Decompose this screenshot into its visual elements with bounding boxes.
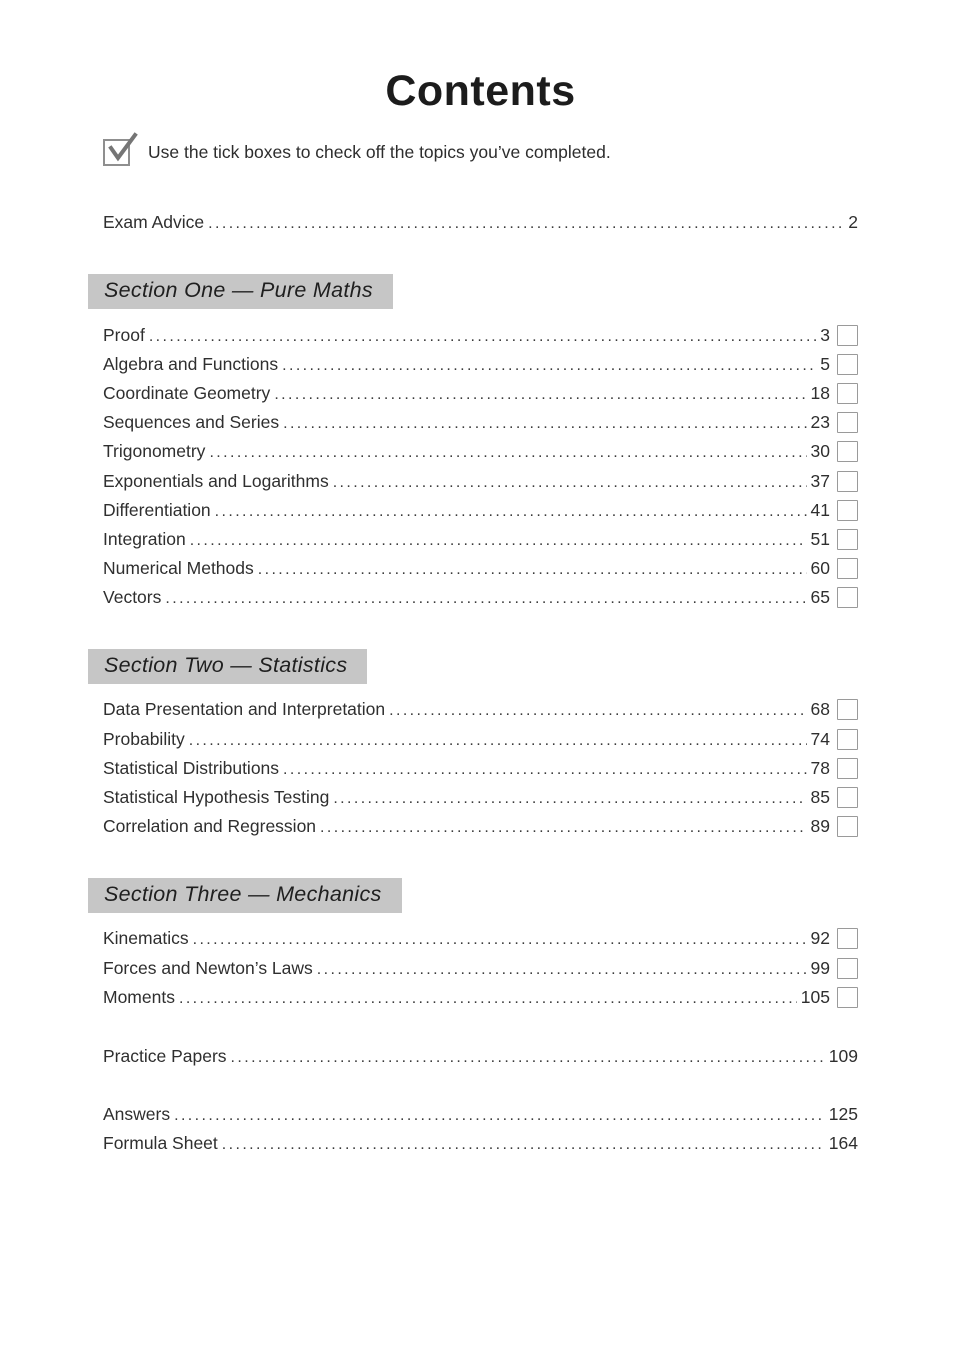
toc-page-number: 18: [810, 382, 830, 403]
toc-section: [103, 878, 858, 1012]
note-text: Use the tick boxes to check off the topics you’ve completed.: [148, 142, 611, 163]
toc-entry-label: Proof: [103, 324, 145, 345]
tick-box-note: [103, 139, 858, 166]
toc-page-number: 74: [810, 728, 830, 749]
dot-leader: [389, 699, 806, 720]
toc-row: [103, 953, 858, 982]
toc-section: [103, 649, 858, 841]
toc-row: [103, 924, 858, 953]
dot-leader: [317, 958, 807, 979]
toc-row: [103, 695, 858, 724]
toc-page-number: 65: [810, 587, 830, 608]
toc-page-number: 37: [810, 470, 830, 491]
toc-bottom-items: [103, 1042, 858, 1159]
dot-leader: [190, 529, 807, 550]
dot-leader: [208, 212, 844, 233]
toc-entry-label: Numerical Methods: [103, 558, 254, 579]
check-icon: [106, 132, 138, 164]
section-rows: [103, 320, 858, 612]
toc-row: [103, 783, 858, 812]
toc-page-number: 68: [810, 699, 830, 720]
dot-leader: [283, 758, 806, 779]
dot-leader: [193, 928, 807, 949]
toc-entry-label: Exam Advice: [103, 212, 205, 233]
toc-entry-label: Trigonometry: [103, 441, 206, 462]
dot-leader: [215, 500, 807, 521]
toc-row: [103, 754, 858, 783]
toc-row: [103, 208, 858, 237]
toc-row: [103, 725, 858, 754]
section-header: Section One — Pure Maths: [88, 274, 393, 309]
dot-leader: [189, 729, 807, 750]
toc-page-number: 109: [828, 1045, 858, 1066]
toc-page-number: 105: [800, 986, 830, 1007]
toc-page-number: 5: [820, 353, 830, 374]
toc-row: [103, 1100, 858, 1129]
dot-leader: [174, 1104, 825, 1125]
toc-section: [103, 274, 858, 612]
topic-checkbox[interactable]: [837, 383, 858, 404]
toc-page-number: 89: [810, 816, 830, 837]
section-header: Section Two — Statistics: [88, 649, 367, 684]
toc-entry-label: Exponentials and Logarithms: [103, 470, 329, 491]
toc-page-number: 99: [810, 957, 830, 978]
toc-page-number: 60: [810, 558, 830, 579]
dot-leader: [149, 325, 816, 346]
topic-checkbox[interactable]: [837, 699, 858, 720]
toc-page-number: 78: [810, 757, 830, 778]
toc-entry-label: Answers: [103, 1104, 171, 1125]
toc-page-number: 125: [828, 1104, 858, 1125]
section-rows: [103, 695, 858, 841]
toc-entry-label: Differentiation: [103, 499, 211, 520]
toc-row: [103, 983, 858, 1012]
topic-checkbox[interactable]: [837, 412, 858, 433]
toc-row: [103, 350, 858, 379]
page-title: Contents: [385, 67, 576, 115]
dot-leader: [179, 987, 797, 1008]
toc-row: [103, 437, 858, 466]
toc-row: [103, 320, 858, 349]
toc-entry-label: Practice Papers: [103, 1045, 227, 1066]
toc-row: [103, 408, 858, 437]
section-header: Section Three — Mechanics: [88, 878, 402, 913]
toc-entry-label: Formula Sheet: [103, 1133, 218, 1154]
toc-entry-label: Coordinate Geometry: [103, 382, 271, 403]
topic-checkbox[interactable]: [837, 441, 858, 462]
toc-page-number: 30: [810, 441, 830, 462]
dot-leader: [282, 354, 816, 375]
topic-checkbox[interactable]: [837, 787, 858, 808]
topic-checkbox[interactable]: [837, 816, 858, 837]
toc-row: [103, 812, 858, 841]
toc-row: [103, 525, 858, 554]
toc-entry-label: Data Presentation and Interpretation: [103, 699, 386, 720]
toc-row: [103, 466, 858, 495]
toc-entry-label: Algebra and Functions: [103, 353, 279, 374]
toc: [103, 208, 858, 1158]
toc-row: [103, 554, 858, 583]
toc-page-number: 41: [810, 499, 830, 520]
topic-checkbox[interactable]: [837, 325, 858, 346]
topic-checkbox[interactable]: [837, 500, 858, 521]
topic-checkbox[interactable]: [837, 587, 858, 608]
toc-row: [103, 1042, 858, 1071]
toc-entry-label: Statistical Hypothesis Testing: [103, 787, 330, 808]
topic-checkbox[interactable]: [837, 758, 858, 779]
toc-page-number: 23: [810, 412, 830, 433]
toc-page-number: 3: [820, 324, 830, 345]
topic-checkbox[interactable]: [837, 729, 858, 750]
section-rows: [103, 924, 858, 1012]
dot-leader: [333, 471, 807, 492]
toc-entry-label: Probability: [103, 728, 185, 749]
toc-entry-label: Correlation and Regression: [103, 816, 317, 837]
dot-leader: [165, 587, 806, 608]
dot-leader: [222, 1133, 825, 1154]
toc-page-number: 92: [810, 928, 830, 949]
toc-entry-label: Sequences and Series: [103, 412, 280, 433]
toc-row: [103, 583, 858, 612]
toc-entry-label: Forces and Newton’s Laws: [103, 957, 313, 978]
dot-leader: [320, 816, 806, 837]
example-checkbox[interactable]: [103, 139, 130, 166]
toc-entry-label: Statistical Distributions: [103, 757, 280, 778]
toc-page-number: 164: [828, 1133, 858, 1154]
toc-entry-label: Vectors: [103, 587, 162, 608]
topic-checkbox[interactable]: [837, 558, 858, 579]
topic-checkbox[interactable]: [837, 958, 858, 979]
topic-checkbox[interactable]: [837, 529, 858, 550]
topic-checkbox[interactable]: [837, 928, 858, 949]
toc-entry-label: Kinematics: [103, 928, 189, 949]
toc-page-number: 85: [810, 787, 830, 808]
topic-checkbox[interactable]: [837, 471, 858, 492]
toc-row: [103, 379, 858, 408]
toc-entry-label: Integration: [103, 528, 186, 549]
toc-page-number: 2: [848, 212, 858, 233]
toc-page-number: 51: [810, 528, 830, 549]
dot-leader: [258, 558, 807, 579]
topic-checkbox[interactable]: [837, 354, 858, 375]
toc-entry-label: Moments: [103, 986, 175, 1007]
dot-leader: [333, 787, 806, 808]
dot-leader: [231, 1046, 825, 1067]
dot-leader: [274, 383, 806, 404]
dot-leader: [283, 412, 806, 433]
topic-checkbox[interactable]: [837, 987, 858, 1008]
toc-row: [103, 496, 858, 525]
toc-row: [103, 1129, 858, 1158]
dot-leader: [209, 441, 806, 462]
